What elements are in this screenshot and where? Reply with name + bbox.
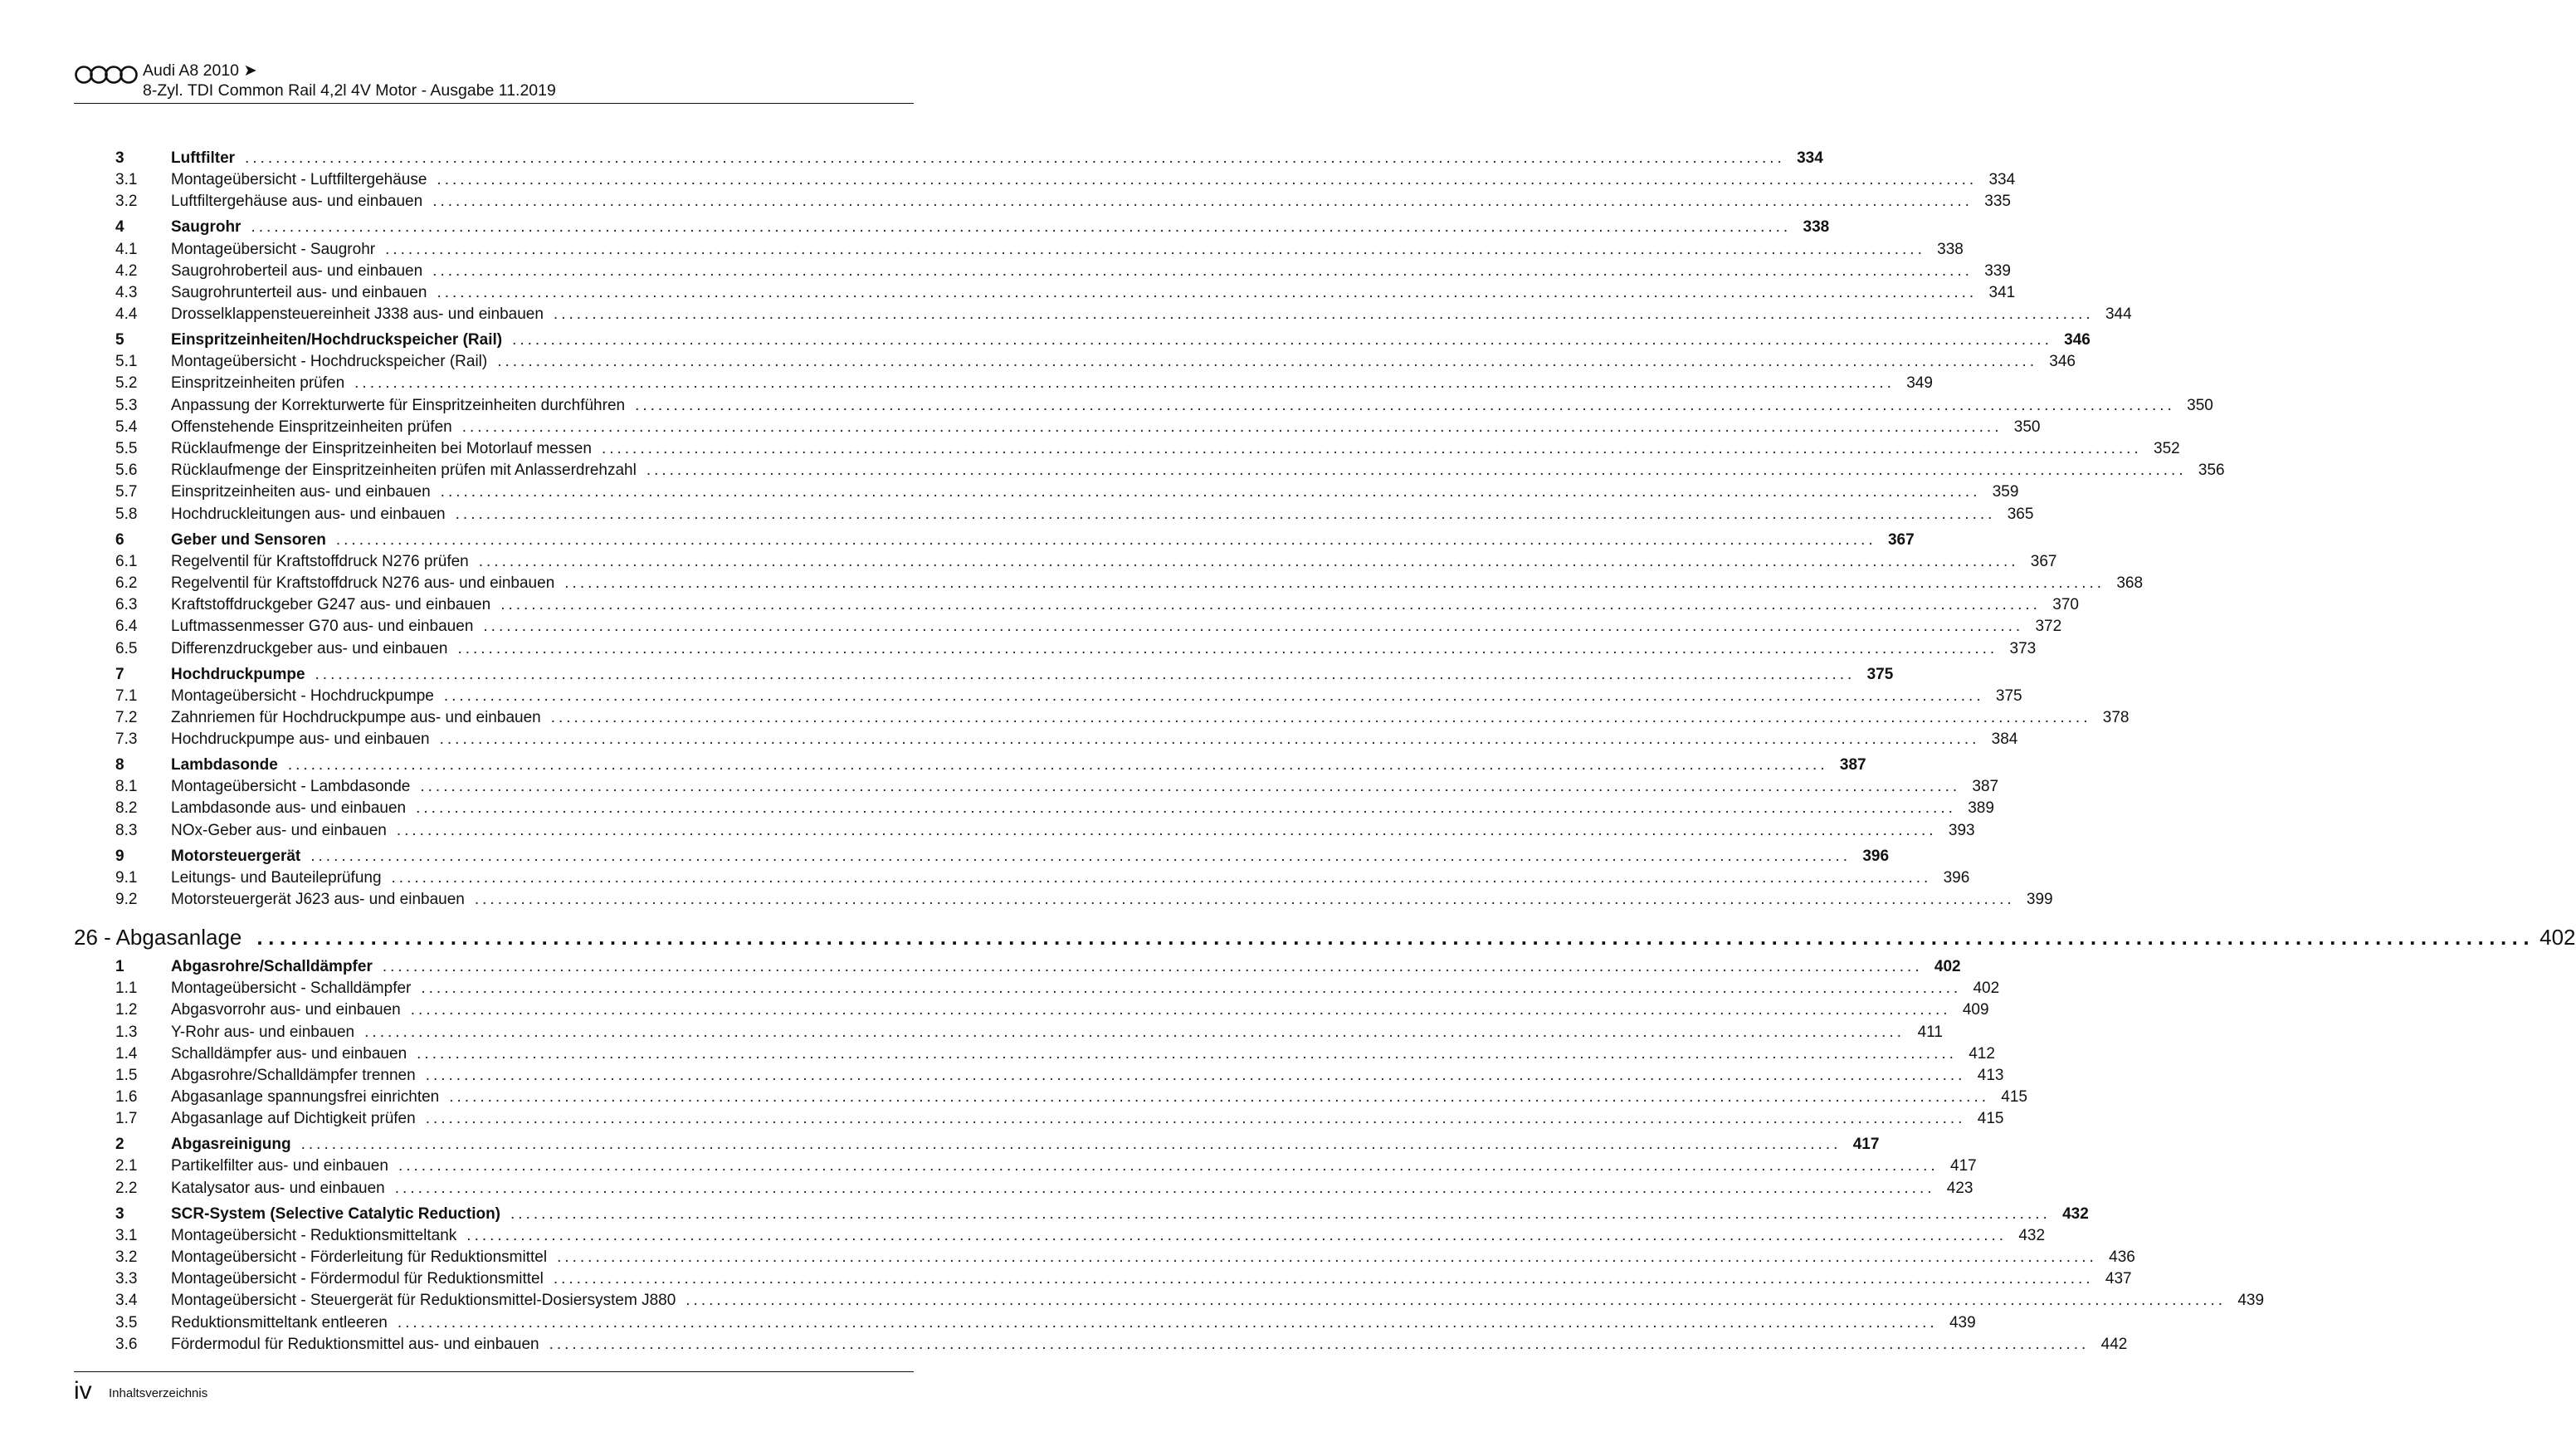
entry-title: Abgasrohre/Schalldämpfer trennen [171, 1066, 416, 1084]
toc-subsection-entry[interactable] [74, 481, 2019, 503]
entry-page-number: 412 [1969, 1044, 1995, 1063]
entry-page-number: 423 [1946, 1179, 1973, 1197]
entry-number: 4.1 [115, 240, 138, 258]
entry-title: Luftmassenmesser G70 aus- und einbauen [171, 618, 474, 636]
dot-leader: ........................................................................................................................................................................................................ [385, 240, 1925, 258]
entry-page-number: 352 [2154, 440, 2180, 458]
entry-number: 5.4 [115, 418, 138, 436]
entry-number: 7.3 [115, 730, 138, 749]
toc-subsection-entry[interactable] [74, 1108, 2004, 1130]
entry-title: Abgasreinigung [171, 1136, 291, 1154]
entry-page-number: 393 [1948, 821, 1975, 839]
entry-page-number: 334 [1797, 149, 1823, 167]
footer-page-number: iv [74, 1377, 92, 1405]
entry-page-number: 439 [1949, 1313, 1976, 1331]
dot-leader: ........................................................................................................................................................................................................ [500, 596, 2041, 614]
entry-page-number: 375 [1866, 665, 1894, 683]
entry-page-number: 402 [1973, 980, 2000, 998]
entry-title: Montageübersicht - Luftfiltergehäuse [171, 171, 427, 189]
entry-title: Einspritzeinheiten prüfen [171, 374, 345, 393]
entry-page-number: 350 [2187, 396, 2213, 414]
entry-title: Motorsteuergerät [171, 847, 301, 865]
entry-number: 2 [115, 1136, 124, 1154]
toc-section-entry[interactable] [74, 148, 1823, 169]
dot-leader: ........................................................................................................................................................................................................ [457, 639, 1998, 657]
toc-subsection-entry[interactable] [74, 1290, 2265, 1312]
entry-page-number: 338 [1937, 240, 1964, 258]
dot-leader: ........................................................................................................................................................................................................ [315, 665, 1856, 683]
dot-leader: ........................................................................................................................................................................................................ [439, 730, 1980, 749]
entry-title: Hochdruckpumpe aus- und einbauen [171, 730, 430, 749]
entry-title: Regelventil für Kraftstoffdruck N276 aus- und einbauen [171, 574, 555, 592]
dot-leader: ........................................................................................................................................................................................................ [364, 1023, 1905, 1041]
dot-leader: ........................................................................................................................................................................................................ [553, 1270, 2094, 1288]
entry-number: 8.1 [115, 778, 138, 796]
entry-number: 8 [115, 756, 124, 774]
entry-page-number: 349 [1906, 374, 1933, 393]
entry-number: 1 [115, 957, 124, 975]
entry-page-number: 372 [2035, 618, 2062, 636]
entry-number: 1.1 [115, 980, 138, 998]
toc-section-entry[interactable] [74, 530, 1915, 551]
entry-title: Saugrohroberteil aus- und einbauen [171, 261, 423, 280]
toc-section-entry[interactable] [74, 1134, 1880, 1156]
dot-leader: ........................................................................................................................................................................................................ [432, 261, 1973, 280]
entry-page-number: 417 [1950, 1157, 1977, 1175]
dot-leader: ........................................................................................................................................................................................................ [417, 1044, 1957, 1063]
toc-subsection-entry[interactable] [74, 616, 2062, 638]
toc-subsection-entry[interactable] [74, 776, 1999, 798]
entry-title: Hochdruckleitungen aus- und einbauen [171, 505, 446, 523]
entry-number: 6.3 [115, 596, 138, 614]
dot-leader: ........................................................................................................................................................................................................ [287, 756, 1828, 774]
dot-leader: ........................................................................................................................................................................................................ [461, 418, 2003, 436]
dot-leader: ........................................................................................................................................................................................................ [245, 149, 1785, 167]
entry-title: Einspritzeinheiten aus- und einbauen [171, 483, 431, 501]
dot-leader: ........................................................................................................................................................................................................ [449, 1088, 1989, 1107]
chapter-title: 26 - Abgasanlage [74, 925, 242, 950]
entry-number: 3.2 [115, 1248, 138, 1266]
toc-subsection-entry[interactable] [74, 395, 2213, 417]
entry-title: Schalldämpfer aus- und einbauen [171, 1044, 407, 1063]
toc-subsection-entry[interactable] [74, 889, 2053, 911]
entry-title: Partikelfilter aus- und einbauen [171, 1157, 388, 1175]
dot-leader: ........................................................................................................................................................................................................ [394, 1179, 1935, 1197]
entry-page-number: 375 [1995, 686, 2022, 705]
dot-leader: ........................................................................................................................................................................................................ [483, 618, 2024, 636]
entry-number: 5.3 [115, 396, 138, 414]
entry-number: 5.6 [115, 462, 138, 480]
dot-leader: ........................................................................................................................................................................................................ [443, 686, 1984, 705]
toc-section-entry[interactable] [74, 1204, 2089, 1225]
entry-page-number: 370 [2052, 596, 2079, 614]
dot-leader: ........................................................................................................................................................................................................ [635, 396, 2175, 414]
toc-section-entry[interactable] [74, 755, 1866, 776]
entry-page-number: 399 [2026, 890, 2053, 908]
dot-leader: ........................................................................................................................................................................................................ [256, 925, 2535, 950]
toc-subsection-entry[interactable] [74, 1087, 2027, 1108]
entry-number: 9.1 [115, 868, 138, 887]
entry-page-number: 344 [2105, 305, 2132, 324]
entry-number: 5.5 [115, 440, 138, 458]
dot-leader: ........................................................................................................................................................................................................ [685, 1292, 2227, 1310]
toc-subsection-entry[interactable] [74, 417, 2041, 438]
entry-number: 3.2 [115, 193, 138, 211]
entry-page-number: 396 [1862, 847, 1890, 865]
entry-title: Kraftstoffdruckgeber G247 aus- und einbauen [171, 596, 491, 614]
entry-title: Reduktionsmitteltank entleeren [171, 1313, 388, 1331]
dot-leader: ........................................................................................................................................................................................................ [549, 1335, 2090, 1353]
entry-title: Montageübersicht - Hochdruckpumpe [171, 686, 434, 705]
entry-number: 7.1 [115, 686, 138, 705]
entry-title: Abgasvorrohr aus- und einbauen [171, 1001, 401, 1019]
dot-leader: ........................................................................................................................................................................................................ [478, 552, 2019, 570]
entry-number: 1.7 [115, 1110, 138, 1128]
toc-section-entry[interactable] [74, 217, 1830, 238]
toc-subsection-entry[interactable] [74, 1043, 1995, 1065]
entry-number: 4.2 [115, 261, 138, 280]
toc-section-entry[interactable] [74, 956, 1961, 978]
entry-number: 2.1 [115, 1157, 138, 1175]
entry-number: 5.2 [115, 374, 138, 393]
entry-number: 9 [115, 847, 124, 865]
dot-leader: ........................................................................................................................................................................................................ [396, 821, 1937, 839]
entry-title: Lambdasonde [171, 756, 278, 774]
dot-leader: ........................................................................................................................................................................................................ [251, 218, 1792, 237]
entry-number: 5.8 [115, 505, 138, 523]
entry-number: 3.6 [115, 1335, 138, 1353]
dot-leader: ........................................................................................................................................................................................................ [497, 353, 2037, 371]
toc-subsection-entry[interactable] [74, 573, 2144, 594]
entry-page-number: 384 [1991, 730, 2018, 749]
toc-subsection-entry[interactable] [74, 729, 2018, 750]
dot-leader: ........................................................................................................................................................................................................ [512, 331, 2052, 349]
entry-number: 1.2 [115, 1001, 138, 1019]
entry-title: Leitungs- und Bauteileprüfung [171, 868, 382, 887]
entry-number: 6.2 [115, 574, 138, 592]
entry-title: Regelventil für Kraftstoffdruck N276 prüfen [171, 552, 469, 570]
entry-number: 6.4 [115, 618, 138, 636]
toc-subsection-entry[interactable] [74, 686, 2022, 707]
dot-leader: ........................................................................................................................................................................................................ [421, 980, 1962, 998]
toc-subsection-entry[interactable] [74, 1065, 2004, 1087]
dot-leader: ........................................................................................................................................................................................................ [382, 957, 1923, 975]
footer-label: Inhaltsverzeichnis [109, 1386, 208, 1400]
entry-number: 4 [115, 218, 124, 237]
entry-page-number: 437 [2105, 1270, 2132, 1288]
entry-number: 1.5 [115, 1066, 138, 1084]
toc-subsection-entry[interactable] [74, 304, 2132, 325]
entry-page-number: 341 [1988, 283, 2016, 301]
dot-leader: ........................................................................................................................................................................................................ [310, 847, 1852, 865]
entry-page-number: 413 [1977, 1066, 2004, 1084]
toc-subsection-entry[interactable] [74, 978, 2000, 999]
entry-page-number: 387 [1839, 756, 1866, 774]
entry-page-number: 350 [2013, 418, 2041, 436]
toc-subsection-entry[interactable] [74, 594, 2079, 616]
dot-leader: ........................................................................................................................................................................................................ [416, 799, 1956, 818]
entry-page-number: 415 [1977, 1110, 2004, 1128]
entry-title: Montageübersicht - Fördermodul für Reduktionsmittel [171, 1270, 544, 1288]
entry-number: 6.5 [115, 639, 138, 657]
toc-subsection-entry[interactable] [74, 867, 1970, 889]
entry-number: 3.1 [115, 1226, 138, 1244]
entry-page-number: 432 [2018, 1226, 2046, 1244]
header-subtitle: 8-Zyl. TDI Common Rail 4,2l 4V Motor - Ausgabe 11.2019 [143, 81, 556, 100]
dot-leader: ........................................................................................................................................................................................................ [335, 530, 1876, 549]
toc-subsection-entry[interactable] [74, 1312, 1976, 1334]
entry-number: 1.6 [115, 1088, 138, 1107]
toc-subsection-entry[interactable] [74, 820, 1975, 842]
dot-leader: ........................................................................................................................................................................................................ [410, 1001, 1951, 1019]
entry-page-number: 396 [1943, 868, 1970, 887]
toc-subsection-entry[interactable] [74, 1334, 2128, 1356]
toc-subsection-entry[interactable] [74, 999, 1989, 1021]
toc-subsection-entry[interactable] [74, 1022, 1943, 1043]
dot-leader: ........................................................................................................................................................................................................ [557, 1248, 2097, 1266]
toc-chapter-heading[interactable] [74, 922, 2576, 952]
dot-leader: ........................................................................................................................................................................................................ [564, 574, 2105, 592]
entry-title: Abgasrohre/Schalldämpfer [171, 957, 373, 975]
dot-leader: ........................................................................................................................................................................................................ [300, 1136, 1842, 1154]
dot-leader: ........................................................................................................................................................................................................ [474, 890, 2015, 908]
toc-section-entry[interactable] [74, 846, 1890, 867]
entry-page-number: 367 [1887, 530, 1915, 549]
toc-subsection-entry[interactable] [74, 638, 2037, 660]
entry-number: 3 [115, 149, 124, 167]
entry-title: Abgasanlage spannungsfrei einrichten [171, 1088, 440, 1107]
dot-leader: ........................................................................................................................................................................................................ [391, 868, 1932, 887]
dot-leader: ........................................................................................................................................................................................................ [466, 1226, 2008, 1244]
entry-title: Drosselklappensteuereinheit J338 aus- und einbauen [171, 305, 544, 324]
entry-page-number: 359 [1992, 483, 2019, 501]
entry-page-number: 378 [2102, 708, 2130, 726]
entry-page-number: 417 [1852, 1136, 1880, 1154]
entry-page-number: 368 [2116, 574, 2144, 592]
entry-number: 3 [115, 1204, 124, 1223]
entry-page-number: 411 [1917, 1023, 1943, 1041]
entry-title: Hochdruckpumpe [171, 665, 305, 683]
entry-page-number: 387 [1972, 778, 1999, 796]
toc-subsection-entry[interactable] [74, 504, 2034, 525]
toc-subsection-entry[interactable] [74, 373, 1933, 394]
entry-page-number: 373 [2009, 639, 2037, 657]
entry-number: 1.4 [115, 1044, 138, 1063]
dot-leader: ........................................................................................................................................................................................................ [455, 505, 1996, 523]
entry-page-number: 432 [2062, 1204, 2089, 1223]
entry-number: 3.4 [115, 1292, 138, 1310]
entry-number: 4.4 [115, 305, 138, 324]
entry-title: Montageübersicht - Saugrohr [171, 240, 376, 258]
entry-title: Geber und Sensoren [171, 530, 326, 549]
entry-number: 1.3 [115, 1023, 138, 1041]
toc-subsection-entry[interactable] [74, 707, 2130, 729]
entry-page-number: 356 [2198, 462, 2225, 480]
toc-subsection-entry[interactable] [74, 798, 1994, 819]
dot-leader: ........................................................................................................................................................................................................ [432, 193, 1973, 211]
entry-title: Anpassung der Korrekturwerte für Einspritzeinheiten durchführen [171, 396, 626, 414]
toc-subsection-entry[interactable] [74, 1156, 1977, 1177]
toc-subsection-entry[interactable] [74, 1247, 2135, 1268]
dot-leader: ........................................................................................................................................................................................................ [440, 483, 1981, 501]
entry-title: Montageübersicht - Förderleitung für Reduktionsmittel [171, 1248, 548, 1266]
dot-leader: ........................................................................................................................................................................................................ [425, 1110, 1966, 1128]
entry-number: 2.2 [115, 1179, 138, 1197]
entry-number: 7.2 [115, 708, 138, 726]
entry-number: 6 [115, 530, 124, 549]
entry-number: 3.5 [115, 1313, 138, 1331]
toc-section-entry[interactable] [74, 664, 1894, 686]
dot-leader: ........................................................................................................................................................................................................ [646, 462, 2187, 480]
entry-title: NOx-Geber aus- und einbauen [171, 821, 387, 839]
entry-title: Offenstehende Einspritzeinheiten prüfen [171, 418, 452, 436]
dot-leader: ........................................................................................................................................................................................................ [354, 374, 1895, 393]
entry-page-number: 439 [2237, 1292, 2265, 1310]
dot-leader: ........................................................................................................................................................................................................ [510, 1204, 2051, 1223]
entry-page-number: 339 [1984, 261, 2011, 280]
entry-page-number: 346 [2064, 331, 2091, 349]
dot-leader: ........................................................................................................................................................................................................ [420, 778, 1961, 796]
entry-title: SCR-System (Selective Catalytic Reduction) [171, 1204, 501, 1223]
entry-number: 8.3 [115, 821, 138, 839]
entry-page-number: 415 [2001, 1088, 2027, 1107]
dot-leader: ........................................................................................................................................................................................................ [601, 440, 2142, 458]
entry-page-number: 338 [1803, 218, 1830, 237]
entry-title: Montageübersicht - Schalldämpfer [171, 980, 412, 998]
header-title: Audi A8 2010 ➤ [143, 61, 257, 80]
entry-title: Montageübersicht - Reduktionsmitteltank [171, 1226, 457, 1244]
entry-page-number: 365 [2007, 505, 2034, 523]
entry-page-number: 334 [1988, 171, 2016, 189]
entry-title: Abgasanlage auf Dichtigkeit prüfen [171, 1110, 416, 1128]
chapter-page-number: 402 [2539, 925, 2576, 950]
dot-leader: ........................................................................................................................................................................................................ [425, 1066, 1966, 1084]
dot-leader: ........................................................................................................................................................................................................ [553, 305, 2094, 324]
table-of-contents [74, 148, 2576, 1356]
entry-title: Rücklaufmenge der Einspritzeinheiten prüfen mit Anlasserdrehzahl [171, 462, 637, 480]
footer-divider [74, 1371, 914, 1372]
header-divider [74, 103, 914, 104]
toc-subsection-entry[interactable] [74, 1178, 1973, 1199]
entry-title: Saugrohrunterteil aus- und einbauen [171, 283, 427, 301]
entry-page-number: 436 [2109, 1248, 2135, 1266]
entry-title: Fördermodul für Reduktionsmittel aus- und einbauen [171, 1335, 539, 1353]
entry-title: Einspritzeinheiten/Hochdruckspeicher (Rail) [171, 331, 503, 349]
toc-subsection-entry[interactable] [74, 282, 2016, 304]
toc-section-entry[interactable] [74, 330, 2091, 351]
entry-number: 4.3 [115, 283, 138, 301]
entry-number: 5.1 [115, 353, 138, 371]
toc-subsection-entry[interactable] [74, 438, 2180, 460]
dot-leader: ........................................................................................................................................................................................................ [550, 708, 2091, 726]
toc-subsection-entry[interactable] [74, 169, 2016, 191]
toc-subsection-entry[interactable] [74, 460, 2225, 481]
entry-number: 9.2 [115, 890, 138, 908]
entry-title: Motorsteuergerät J623 aus- und einbauen [171, 890, 465, 908]
toc-subsection-entry[interactable] [74, 239, 1964, 261]
entry-number: 5.7 [115, 483, 138, 501]
entry-title: Luftfiltergehäuse aus- und einbauen [171, 193, 423, 211]
entry-page-number: 367 [2030, 552, 2057, 570]
entry-number: 3.3 [115, 1270, 138, 1288]
entry-page-number: 402 [1934, 957, 1961, 975]
entry-title: Montageübersicht - Steuergerät für Reduktionsmittel-Dosiersystem J880 [171, 1292, 676, 1310]
entry-page-number: 409 [1962, 1001, 1989, 1019]
dot-leader: ........................................................................................................................................................................................................ [398, 1157, 1939, 1175]
toc-subsection-entry[interactable] [74, 351, 2076, 373]
entry-number: 5 [115, 331, 124, 349]
dot-leader: ........................................................................................................................................................................................................ [437, 283, 1978, 301]
entry-number: 7 [115, 665, 124, 683]
entry-title: Katalysator aus- und einbauen [171, 1179, 385, 1197]
toc-subsection-entry[interactable] [74, 1268, 2132, 1290]
entry-title: Lambdasonde aus- und einbauen [171, 799, 407, 818]
entry-title: Y-Rohr aus- und einbauen [171, 1023, 355, 1041]
entry-title: Saugrohr [171, 218, 242, 237]
entry-title: Differenzdruckgeber aus- und einbauen [171, 639, 448, 657]
entry-page-number: 442 [2100, 1335, 2128, 1353]
entry-title: Montageübersicht - Hochdruckspeicher (Rail) [171, 353, 488, 371]
toc-subsection-entry[interactable] [74, 261, 2011, 282]
entry-page-number: 346 [2049, 353, 2076, 371]
entry-page-number: 389 [1968, 799, 1994, 818]
entry-title: Montageübersicht - Lambdasonde [171, 778, 411, 796]
toc-subsection-entry[interactable] [74, 191, 2011, 213]
entry-number: 3.1 [115, 171, 138, 189]
entry-title: Rücklaufmenge der Einspritzeinheiten bei Motorlauf messen [171, 440, 592, 458]
dot-leader: ........................................................................................................................................................................................................ [397, 1313, 1938, 1331]
entry-number: 8.2 [115, 799, 138, 818]
audi-rings-logo [74, 65, 139, 85]
entry-page-number: 335 [1984, 193, 2011, 211]
entry-number: 6.1 [115, 552, 138, 570]
entry-title: Luftfilter [171, 149, 236, 167]
page-header [74, 61, 914, 105]
toc-subsection-entry[interactable] [74, 1225, 2046, 1247]
dot-leader: ........................................................................................................................................................................................................ [437, 171, 1978, 189]
entry-title: Zahnriemen für Hochdruckpumpe aus- und einbauen [171, 708, 541, 726]
toc-subsection-entry[interactable] [74, 551, 2057, 573]
